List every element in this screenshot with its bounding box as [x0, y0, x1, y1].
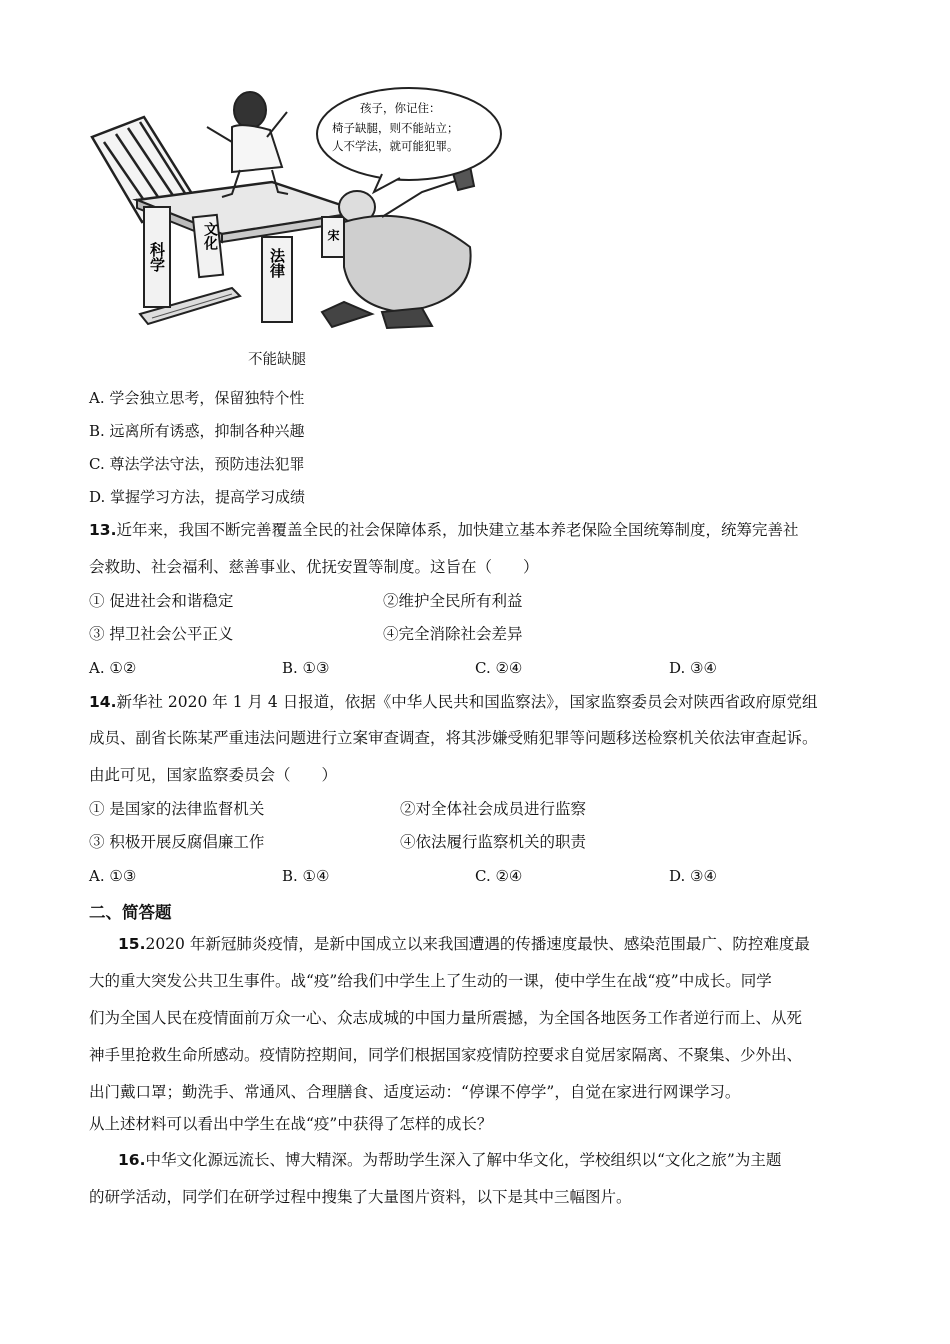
child-figure — [207, 92, 288, 197]
q14-item-3: ③ 积极开展反腐倡廉工作 — [89, 833, 265, 851]
q13-choice-a: A. ①② — [89, 659, 137, 677]
q16-line-1: 16.中华文化源远流长、博大精深。为帮助学生深入了解中华文化，学校组织以“文化之旅”为主题 — [118, 1151, 782, 1169]
section-heading: 二、简答题 — [89, 903, 172, 922]
bubble-line-2: 椅子缺腿，则不能站立； — [332, 121, 459, 135]
cartoon-caption: 不能缺腿 — [248, 352, 306, 368]
q13-stem-line-1: 13.近年来，我国不断完善覆盖全民的社会保障体系，加快建立基本养老保险全国统筹制度，统筹完善社 — [89, 521, 799, 539]
q16-line-2: 的研学活动，同学们在研学过程中搜集了大量图片资料，以下是其中三幅图片。 — [89, 1188, 632, 1206]
leg-label-law: 法律 — [268, 248, 286, 278]
q12-option-d: D. 掌握学习方法，提高学习成绩 — [89, 488, 306, 506]
bubble-line-3: 人不学法，就可能犯罪。 — [332, 139, 459, 153]
q15-line-4: 神手里抢救生命所感动。疫情防控期间，同学们根据国家疫情防控要求自觉居家隔离、不聚集、少外出、 — [89, 1046, 803, 1064]
q13-stem-line-2: 会救助、社会福利、慈善事业、优抚安置等制度。这旨在（ ） — [89, 558, 539, 576]
q14-stem-line-2: 成员、副省长陈某严重违法问题进行立案审查调查，将其涉嫌受贿犯罪等问题移送检察机关依法审查起诉。 — [89, 729, 818, 747]
q15-number: 15. — [118, 935, 146, 953]
q12-option-c: C. 尊法学法守法，预防违法犯罪 — [89, 455, 305, 473]
q16-number: 16. — [118, 1151, 146, 1169]
leg-label-culture: 文化 — [202, 222, 218, 250]
q14-item-4: ④依法履行监察机关的职责 — [400, 833, 587, 851]
q13-item-4: ④完全消除社会差异 — [383, 625, 523, 643]
q13-choice-d: D. ③④ — [669, 659, 717, 677]
q14-choice-a: A. ①③ — [89, 867, 137, 885]
leg-label-science: 科学 — [148, 242, 166, 272]
q15-line-3: 们为全国人民在疫情面前万众一心、众志成城的中国力量所震撼，为全国各地医务工作者逆行而上、从死 — [89, 1009, 803, 1027]
q14-stem-line-1: 14.新华社 2020 年 1 月 4 日报道，依据《中华人民共和国监察法》，国家监察委员会对陕西省政府原党组 — [89, 693, 818, 711]
q14-item-2: ②对全体社会成员进行监察 — [400, 800, 587, 818]
cartoon-illustration — [82, 82, 502, 337]
q15-line-5: 出门戴口罩；勤洗手、常通风、合理膳食、适度运动：“停课不停学”，自觉在家进行网课学习。 — [89, 1083, 741, 1101]
q13-choice-b: B. ①③ — [282, 659, 330, 677]
bubble-line-1: 孩子，你记住： — [360, 101, 441, 115]
q13-choice-c: C. ②④ — [475, 659, 523, 677]
q12-option-a: A. 学会独立思考，保留独特个性 — [89, 389, 305, 407]
q15-question: 从上述材料可以看出中学生在战“疫”中获得了怎样的成长？ — [89, 1115, 493, 1133]
q14-number: 14. — [89, 693, 117, 711]
q13-item-2: ②维护全民所有利益 — [383, 592, 523, 610]
leg-label-song: 宋 — [326, 229, 340, 241]
adult-figure — [322, 166, 474, 328]
q14-stem-line-3: 由此可见，国家监察委员会（ ） — [89, 766, 338, 784]
q13-number: 13. — [89, 521, 117, 539]
q13-item-3: ③ 捍卫社会公平正义 — [89, 625, 234, 643]
q15-line-1: 15.2020 年新冠肺炎疫情，是新中国成立以来我国遭遇的传播速度最快、感染范围最广、防控难度最 — [118, 935, 810, 953]
q14-item-1: ① 是国家的法律监督机关 — [89, 800, 265, 818]
q13-item-1: ① 促进社会和谐稳定 — [89, 592, 234, 610]
q14-choice-d: D. ③④ — [669, 867, 717, 885]
q15-line-2: 大的重大突发公共卫生事件。战“疫”给我们中学生上了生动的一课，使中学生在战“疫”中成长。同学 — [89, 972, 772, 990]
q12-option-b: B. 远离所有诱惑，抑制各种兴趣 — [89, 422, 305, 440]
q14-choice-c: C. ②④ — [475, 867, 523, 885]
q14-choice-b: B. ①④ — [282, 867, 330, 885]
